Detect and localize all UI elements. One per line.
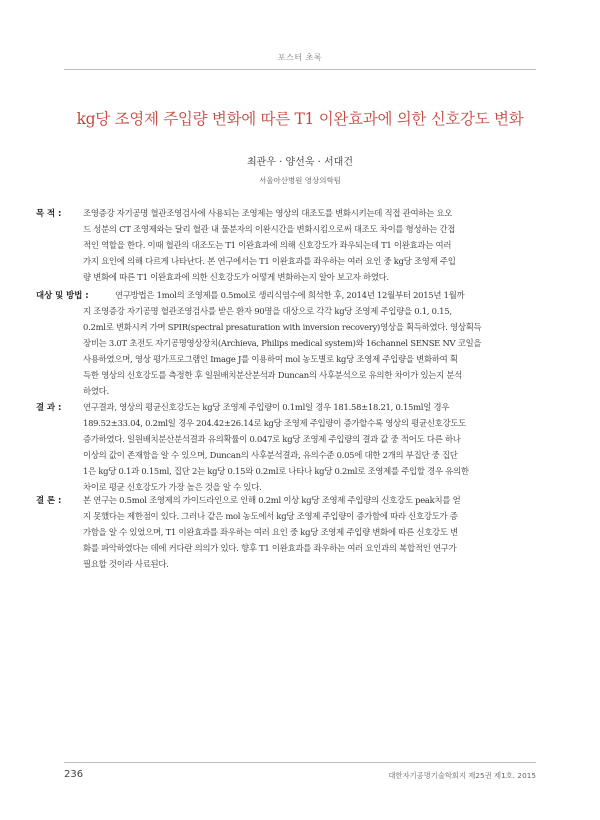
journal-citation: 대한자기공명기술학회지 제25권 제1호. 2015	[388, 771, 536, 780]
text-line: 하였다.	[83, 386, 109, 396]
section-label: 대상 및 방법 :	[36, 290, 89, 300]
text-line: 조영증강 자기공명 혈관조영검사에 사용되는 조영제는 영상의 대조도를 변화시키는데 직접 관여하는 요오	[83, 208, 453, 218]
text-line: 증가하였다. 일원배치분산분석결과 유의확률이 0.047로 kg당 조영제 주입량의 결과 값 중 적어도 다른 하나	[83, 434, 461, 444]
text-line: 차이로 평균 신호강도가 가장 높은 것을 알 수 있다.	[83, 482, 262, 492]
text-line: 득한 영상의 신호강도를 측정한 후 일원배치분산분석과 Duncan의 사후분석으로 유의한 차이가 있는지 분석	[83, 370, 463, 380]
text-line: 본 연구는 0.5mol 조영제의 가이드라인으로 인해 0.2ml 이상 kg당 조영제 주입량의 신호강도 peak치를 얻	[83, 495, 461, 505]
section-label: 결 론 :	[36, 495, 62, 505]
page-number: 236	[64, 769, 84, 780]
text-line: 0.2ml로 변화시켜 가며 SPIR(spectral presaturation with inversion recovery)영상을 획득하였다. 영상획득	[83, 322, 482, 332]
section-category: 포스터 초록	[277, 53, 323, 62]
text-line: 이상의 값이 존재함을 알 수 있으며, Duncan의 사후분석결과, 유의수준 0.05에 대한 2개의 부집단 중 집단	[83, 450, 458, 460]
text-line: 사용하였으며, 영상 평가프로그램인 Image J를 이용하여 mol 농도별로 kg당 조영제 주입량을 변화하여 획	[83, 354, 458, 364]
text-line: 지 조영증강 자기공명 혈관조영검사를 받은 환자 90명을 대상으로 각각 kg당 조영제 주입량을 0.1, 0.15,	[83, 306, 452, 316]
text-line: 가지 요인에 의해 다르게 나타난다. 본 연구에서는 T1 이완효과를 좌우하는 여러 요인 중 kg당 조영제 주입	[83, 256, 456, 266]
section-label: 결 과 :	[36, 402, 62, 412]
header-divider	[64, 69, 536, 70]
authors: 최관우 · 양선욱 · 서대건	[246, 157, 353, 168]
text-line: 적인 역할을 한다. 이때 혈관의 대조도는 T1 이완효과에 의해 신호강도가 좌우되는데 T1 이완효과는 여러	[83, 240, 452, 250]
text-line: 지 못했다는 제한점이 있다. 그러나 같은 mol 농도에서 kg당 조영제 주입량이 증가함에 따라 신호강도가 증	[83, 511, 458, 521]
text-line: 1은 kg당 0.1과 0.15ml, 집단 2는 kg당 0.15와 0.2ml로 나타나 kg당 0.2ml로 조영제를 주입할 경우 유의한	[83, 466, 469, 476]
paper-title: kg당 조영제 주입량 변화에 따른 T1 이완효과에 의한 신호강도 변화	[76, 110, 524, 128]
footer-divider	[64, 762, 536, 763]
text-line: 량 변화에 따른 T1 이완효과에 의한 신호강도가 어떻게 변화하는지 알아 보고자 하였다.	[83, 272, 389, 282]
section-purpose	[36, 205, 566, 285]
section-conclusion	[36, 492, 566, 572]
text-line: 연구방법은 1mol의 조영제를 0.5mol로 생리식염수에 희석한 후, 2014년 12월부터 2015년 1월까	[115, 290, 465, 300]
text-line: 연구결과, 영상의 평균신호강도는 kg당 조영제 주입량이 0.1ml일 경우 181.58±18.21, 0.15ml일 경우	[83, 402, 450, 412]
text-line: 189.52±33.04, 0.2ml일 경우 204.42±26.14로 kg당 조영제 주입량이 증가할수록 영상의 평균신호강도도	[83, 418, 467, 428]
text-line: 드 성분의 CT 조영제와는 달리 혈관 내 물분자의 이완시간을 변화시킴으로써 대조도 차이를 형성하는 간접	[83, 224, 456, 234]
section-results	[36, 399, 566, 495]
section-methods	[36, 287, 566, 399]
text-line: 화를 파악하였다는 데에 커다란 의의가 있다. 향후 T1 이완효과를 좌우하는 여러 요인과의 복합적인 연구가	[83, 543, 457, 553]
text-line: 장비는 3.0T 초전도 자기공명영상장치(Archieva, Philips medical system)와 16channel SENSE NV 코일을	[83, 338, 482, 348]
text-line: 필요할 것이라 사료된다.	[83, 559, 169, 569]
section-label: 목 적 :	[36, 208, 62, 218]
affiliation: 서울아산병원 영상의학팀	[258, 176, 342, 185]
text-line: 가함을 알 수 있었으며, T1 이완효과를 좌우하는 여러 요인 중 kg당 조영제 주입량 변화에 따른 신호강도 변	[83, 527, 458, 537]
